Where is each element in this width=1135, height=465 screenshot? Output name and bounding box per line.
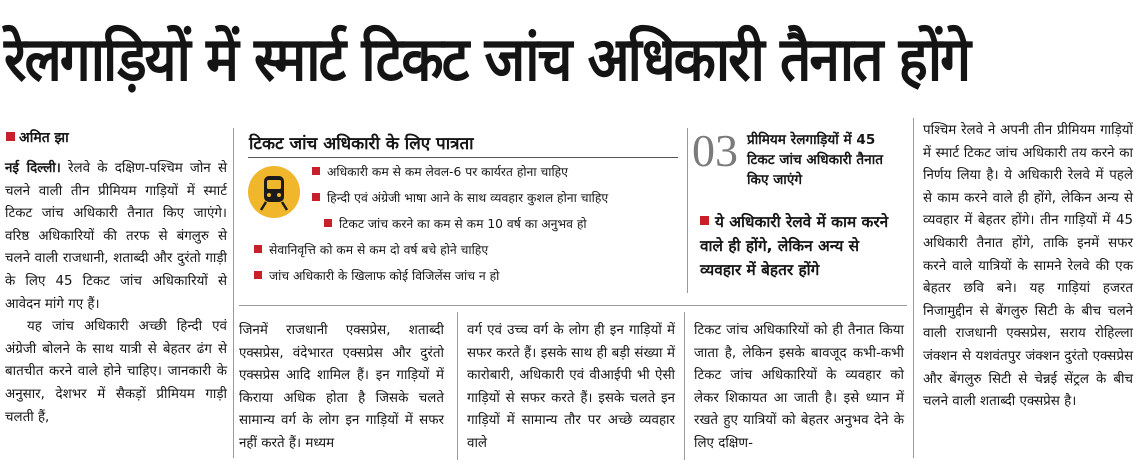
byline [6,128,69,147]
criteria-item: टिकट जांच करने का कम से कम 10 वर्ष का अनुभव हो [324,215,587,233]
bullet-square [324,219,332,227]
criteria-item: हिन्दी एवं अंग्रेजी भाषा आने के साथ व्यवहार कुशल होना चाहिए [312,189,608,207]
dateline: नई दिल्ली। [5,161,61,176]
highlight-text: प्रीमियम रेलगाड़ियों में 45 टिकट जांच अधिकारी तैनात किए जाएंगे [747,132,883,188]
pull-quote-text: ये अधिकारी रेलवे में काम करने वाले ही होंगे, लेकिन अन्य से व्यवहार में बेहतर होंगे [700,213,889,279]
highlight-number: 03 [692,125,738,176]
article-column-3: वर्ग एवं उच्च वर्ग के लोग ही इन गाड़ियों में सफर करते हैं। इसके साथ ही बड़ी संख्या में कारोबारी, अधिकारी एवं वीआईपी भी ऐसी गाड़ियों से सफर करते हैं। इसके चलते इन गाड़ियों में सामान्य तौर पर अच्छे व्यवहार वाले [467,323,675,451]
bullet-square [254,271,262,279]
eligibility-title: टिकट जांच अधिकारी के लिए पात्रता [249,134,474,154]
paragraph-1-text: रेलवे के दक्षिण-पश्चिम जोन से चलने वाली तीन प्रीमियम गाड़ियों में स्मार्ट टिकट जांच अधिकारी तैनात किए जाएंगे। वरिष्ठ अधिकारियों की तरफ से बंगलुरु से चलने वाली राजधानी, शताब्दी और दुरंतो गाड़ी के लिए 45 टिकट जांच अधिकारियों से आवेदन मांगे गए हैं। [5,161,227,312]
column-divider [233,128,234,458]
quote-marker [700,216,709,225]
bullet-square [312,193,320,201]
bullet-square [254,245,262,253]
article-column-4: टिकट जांच अधिकारियों को ही तैनात किया जाता है, लेकिन इसके बावजूद कभी-कभी टिकट जांच अधिकारियों के व्यवहार को लेकर शिकायत आ जाती है। इसे ध्यान में रखते हुए यात्रियों को बेहतर अनुभव देने के लिए दक्षिण- [694,323,904,451]
paragraph-1 [5,158,227,316]
byline-author: अमित झा [19,130,69,146]
column-divider [684,312,685,460]
article-column-5: पश्चिम रेलवे ने अपनी तीन प्रीमियम गाड़ियों में स्मार्ट टिकट जांच अधिकारी तय करने का निर्णय लिया है। ये अधिकारी रेलवे में पहले से काम करने वाले ही होंगे, लेकिन अन्य से व्यवहार में बेहतर होंगे। तीन गाड़ियों में 45 अधिकारी तैनात होंगे, ताकि इनमें सफर करने वाले यात्रियों के सामने रेलवे की एक बेहतर छवि बने। यह गाड़ियां हजरत निजामुद्दीन से बेंगलुरु सिटी के बीच चलने वाली राजधानी एक्सप्रेस, सराय रोहिल्ला जंक्शन से यशवंतपुर जंक्शन दुरंतो एक्सप्रेस और बेंगलुरु सिटी से चेन्नई सेंट्रल के बीच चलने वाली शताब्दी एक्सप्रेस है। [923,123,1133,410]
paragraph-2: यह जांच अधिकारी अच्छी हिन्दी एवं अंग्रेजी बोलने के साथ यात्री से बेहतर ढंग से बातचीत करने वाले होने चाहिए। जानकारी के अनुसार, देशभर में सैकड़ों प्रीमियम गाड़ी चलती हैं, [5,319,227,425]
criteria-item: अधिकारी कम से कम लेवल-6 पर कार्यरत होना चाहिए [312,163,568,181]
bullet-square [312,167,320,175]
train-icon [248,166,300,218]
column-divider [457,312,458,460]
criteria-item: जांच अधिकारी के खिलाफ कोई विजिलेंस जांच न हो [254,267,499,285]
article-column-1 [5,158,227,429]
box-divider [687,128,688,293]
pull-quote [700,210,905,282]
criteria-item: सेवानिवृत्ति को कम से कम दो वर्ष बचे होने चाहिए [254,241,488,259]
eligibility-title-rule [248,157,678,158]
byline-marker [6,132,15,141]
article-column-2: जिनमें राजधानी एक्सप्रेस, शताब्दी एक्सप्रेस, वंदेभारत एक्सप्रेस और दुरंतो एक्सप्रेस आदि शामिल हैं। इन गाड़ियों में किराया अधिक होता है जिसके चलते सामान्य वर्ग के लोग इन गाड़ियों में सफर नहीं करते हैं। मध्यम [239,323,444,451]
box-divider [239,305,907,306]
headline: रेलगाड़ियों में स्मार्ट टिकट जांच अधिकारी तैनात होंगे [4,23,970,95]
column-divider [913,118,914,458]
